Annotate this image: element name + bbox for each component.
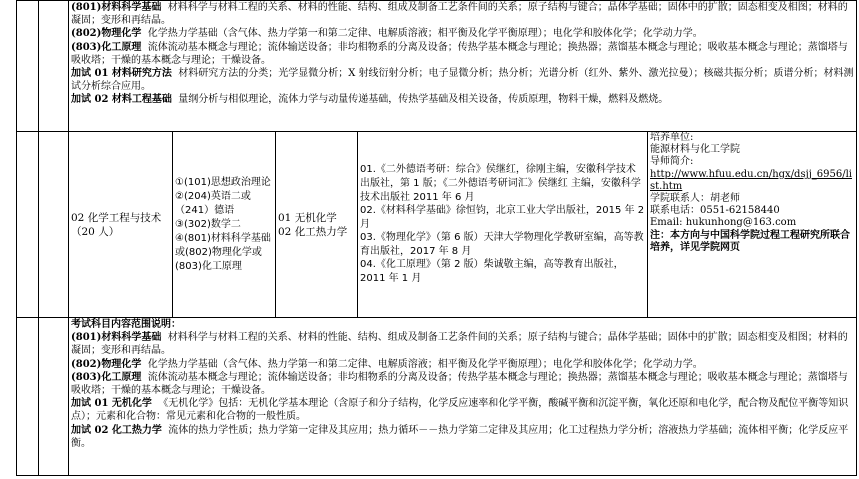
direction-item: 01 无机化学 [278, 211, 337, 224]
intro-label: 导师简介: [650, 156, 694, 168]
exam-scope-block-bottom [69, 318, 857, 476]
advisor-link[interactable]: http://www.hfuu.edu.cn/hgx/dsjj_6956/list.htm [650, 168, 853, 192]
side-cell [17, 318, 39, 476]
scope-item-extra-01: 加试 01 材料研究方法 材料研究方法的分类；光学显微分析；X 射线衍射分析；电子显微分析；热分析；光谱分析（红外、紫外、激光拉曼）；核磁共振分析；质谱分析；材料测试分析综合应用。 [71, 68, 854, 93]
scope-item-801: (801)材料科学基础 材料科学与材料工程的关系、材料的性能、结构、组成及制备工艺条件间的关系；原子结构与键合；晶体学基础；固体中的扩散；固态相变及相图；材料的凝固；变形和再结晶。 [71, 2, 848, 27]
research-directions [276, 132, 358, 318]
contact-person: 学院联系人：胡老师 [650, 193, 740, 205]
unit-label: 培养单位: [650, 132, 694, 143]
admissions-table [16, 0, 857, 476]
book-item: 01.《二外德语考研：综合》侯继红，徐刚主编，安徽科学技术出版社，第 1 版；《二外德语考研词汇》侯继红 主编，安徽科学技术出版社 2011 年 6 月 [360, 164, 641, 203]
contact-phone: 联系电话：0551-62158440 [650, 205, 780, 217]
scope-heading: 考试科目内容范围说明： [71, 319, 181, 330]
side-cell [17, 1, 39, 132]
book-item: 02.《材料科学基础》徐恒钧，北京工业大学出版社，2015 年 2 月 [360, 205, 645, 230]
scope-item-extra-02: 加试 02 材料工程基础 量纲分析与相似理论，流体力学与动量传递基础，传热学基础及相关设备，传质原理，物料干燥，燃料及燃烧。 [71, 94, 669, 106]
scope-item-802: (802)物理化学 化学热力学基础（含气体、热力学第一和第二定律、电解质溶液；相平衡及化学平衡原理）；电化学和胶体化学；化学动力学。 [71, 28, 703, 40]
scope-item-extra-02: 加试 02 化工热力学 流体的热力学性质；热力学第一定律及其应用；热力循环－－热力学第二定律及其应用；化工过程热力学分析；溶液热力学基础；流体相平衡；化学反应平衡。 [71, 424, 849, 449]
side-cell [39, 132, 69, 318]
unit-name: 能源材料与化工学院 [650, 144, 740, 156]
subject-item: ③(302)数学二 [175, 218, 241, 230]
direction-item: 02 化工热力学 [278, 225, 348, 238]
program-name: 02 化学工程与技术（20 人） [69, 132, 173, 318]
side-cell [17, 132, 39, 318]
contact-info [648, 132, 857, 318]
reference-books [358, 132, 648, 318]
joint-training-note: 注：本方向与中国科学院过程工程研究所联合培养，详见学院网页 [650, 229, 850, 253]
scope-row-top [17, 1, 857, 132]
scope-item-802: (802)物理化学 化学热力学基础（含气体、热力学第一和第二定律、电解质溶液；相平衡及化学平衡原理）；电化学和胶体化学；化学动力学。 [71, 358, 703, 370]
book-item: 04.《化工原理》（第 2 版）柴诚敬主编，高等教育出版社，2011 年 1 月 [360, 259, 624, 285]
scope-item-803: (803)化工原理 流体流动基本概念与理论；流体输送设备；非均相物系的分离及设备；传热学基本概念与理论；换热器；蒸馏基本概念与理论；吸收基本概念与理论；蒸馏塔与吸收塔；干燥的基本概念与理论；干燥设备。 [71, 41, 848, 66]
scope-row-bottom [17, 318, 857, 476]
subject-item: ①(101)思想政治理论 [175, 176, 271, 188]
program-row [17, 132, 857, 318]
scope-item-extra-01: 加试 01 无机化学 《无机化学》包括：无机化学基本理论（含原子和分子结构，化学反应速率和化学平衡，酸碱平衡和沉淀平衡，氧化还原和电化学，配合物及配位平衡等知识点）；元素和化合物：常见元素和化合物的一般性质。 [71, 398, 849, 423]
exam-subjects [173, 132, 276, 318]
subject-item: ②(204)英语二或（241）德语 [175, 190, 251, 216]
book-item: 03.《物理化学》（第 6 版）天津大学物理化学教研室编，高等教育出版社，2017 年 8 月 [360, 232, 644, 257]
side-cell [39, 318, 69, 476]
side-cell [39, 1, 69, 132]
subject-item: ④(801)材料科学基础或(802)物理化学或(803)化工原理 [175, 232, 271, 272]
exam-scope-block-top [69, 1, 857, 132]
contact-email: Email: hukunhong@163.com [650, 217, 797, 229]
scope-item-803: (803)化工原理 流体流动基本概念与理论；流体输送设备；非均相物系的分离及设备；传热学基本概念与理论；换热器；蒸馏基本概念与理论；吸收基本概念与理论；蒸馏塔与吸收塔；干燥的基本概念与理论；干燥设备。 [71, 371, 848, 397]
scope-item-801: (801)材料科学基础 材料科学与材料工程的关系、材料的性能、结构、组成及制备工艺条件间的关系；原子结构与键合；晶体学基础；固体中的扩散；固态相变及相图；材料的凝固；变形和再结晶。 [71, 332, 848, 357]
